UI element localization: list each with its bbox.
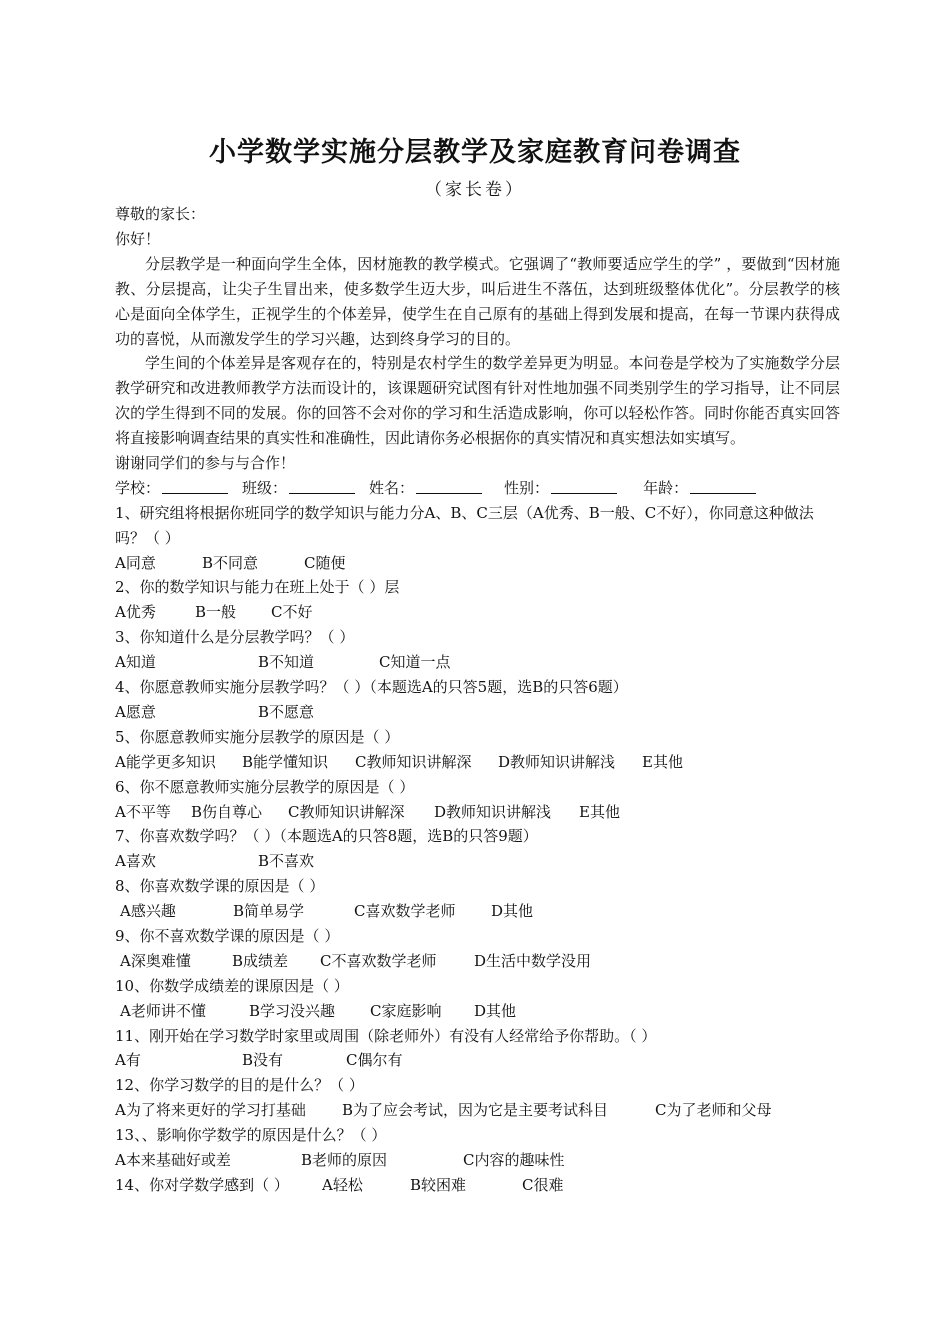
- question-13: 13、、影响你学数学的原因是什么？（ ）: [115, 1126, 387, 1145]
- option[interactable]: B不同意: [202, 553, 259, 572]
- question-14-text: 14、你对学数学感到（ ）: [115, 1175, 289, 1194]
- option[interactable]: B不愿意: [258, 702, 315, 721]
- question-6-options: [115, 800, 840, 825]
- question-7: 7、你喜欢数学吗？（ ）（本题选A的只答8题，选B的只答9题）: [115, 827, 538, 846]
- option[interactable]: B没有: [242, 1051, 284, 1070]
- question-10-options: [115, 999, 840, 1024]
- greeting: 尊敬的家长：: [115, 205, 206, 223]
- name-field[interactable]: 姓名：: [369, 476, 482, 501]
- option[interactable]: D教师知识讲解浅: [498, 752, 616, 771]
- option[interactable]: B老师的原因: [301, 1150, 388, 1169]
- gender-field[interactable]: 性别：: [504, 476, 617, 501]
- intro-paragraph-1: 分层教学是一种面向学生全体，因材施教的教学模式。它强调了“教师要适应学生的学” ，要做到“因材施教、分层提高，让尖子生冒出来，使多数学生迈大步，叫后进生不落伍，达到班级整体优化”。分层教学的核心是面向全体学生，正视学生的个体差异，使学生在自己原有的基础上得到发展和提高，在每一节课内获得成功的喜悦，从而激发学生的学习兴趣，达到终身学习的目的。: [115, 254, 840, 348]
- option[interactable]: B一般: [195, 603, 237, 622]
- option[interactable]: B伤自尊心: [191, 802, 263, 821]
- question-11-options: [115, 1048, 840, 1073]
- option[interactable]: A深奥难懂: [120, 951, 191, 970]
- option[interactable]: C偶尔有: [346, 1051, 403, 1070]
- option[interactable]: A老师讲不懂: [120, 1001, 206, 1020]
- option[interactable]: B学习没兴趣: [249, 1001, 336, 1020]
- intro-paragraph-2: 学生间的个体差异是客观存在的，特别是农村学生的数学差异更为明显。本问卷是学校为了实施数学分层教学研究和改进教师教学方法而设计的，该课题研究试图有针对性地加强不同类别学生的学习指导，让不同层次的学生得到不同的发展。你的回答不会对你的学习和生活造成影响，你可以轻松作答。同时你能否真实回答将直接影响调查结果的真实性和准确性，因此请你务必根据你的真实情况和真实想法如实填写。: [115, 354, 840, 448]
- option[interactable]: C教师知识讲解深: [355, 752, 472, 771]
- option[interactable]: C家庭影响: [370, 1001, 442, 1020]
- hello: 你好！: [115, 229, 161, 248]
- option[interactable]: C教师知识讲解深: [288, 802, 405, 821]
- question-4: 4、你愿意教师实施分层教学吗？（ ）（本题选A的只答5题，选B的只答6题）: [115, 678, 628, 697]
- option[interactable]: C知道一点: [379, 653, 451, 672]
- option[interactable]: E其他: [579, 802, 620, 821]
- option[interactable]: B为了应会考试，因为它是主要考试科目: [342, 1101, 609, 1120]
- question-1-cont: 吗？（ ）: [115, 528, 180, 547]
- option[interactable]: C为了老师和父母: [655, 1101, 772, 1120]
- option[interactable]: D教师知识讲解浅: [434, 802, 552, 821]
- option[interactable]: E其他: [642, 752, 683, 771]
- option[interactable]: D生活中数学没用: [474, 951, 592, 970]
- option[interactable]: D其他: [491, 902, 534, 921]
- question-13-options: [115, 1148, 840, 1173]
- question-8: 8、你喜欢数学课的原因是（ ）: [115, 877, 325, 896]
- option[interactable]: A知道: [115, 653, 156, 672]
- page-subtitle: （家长卷）: [425, 180, 525, 200]
- class-field[interactable]: 班级：: [242, 476, 355, 501]
- question-1: 1、研究组将根据你班同学的数学知识与能力分A、B、C三层（A优秀、B一般、C不好），你同意这种做法: [115, 503, 814, 522]
- question-14: [115, 1173, 840, 1198]
- thanks-line: 谢谢同学们的参与与合作！: [115, 454, 296, 473]
- option[interactable]: A不平等: [115, 802, 171, 821]
- option[interactable]: B简单易学: [233, 902, 305, 921]
- option[interactable]: B成绩差: [232, 951, 289, 970]
- option[interactable]: D其他: [474, 1001, 517, 1020]
- option[interactable]: B不知道: [258, 653, 315, 672]
- option[interactable]: C喜欢数学老师: [354, 902, 456, 921]
- option[interactable]: C不喜欢数学老师: [320, 951, 437, 970]
- question-9: 9、你不喜欢数学课的原因是（ ）: [115, 926, 340, 945]
- question-5-options: [115, 750, 840, 775]
- question-8-options: [115, 899, 840, 924]
- document-body: [115, 202, 840, 1198]
- option[interactable]: B能学懂知识: [242, 752, 329, 771]
- question-4-options: [115, 700, 840, 725]
- option[interactable]: A愿意: [115, 702, 156, 721]
- question-11: 11、刚开始在学习数学时家里或周围（除老师外）有没有人经常给予你帮助。（ ）: [115, 1026, 657, 1045]
- question-12: 12、你学习数学的目的是什么？（ ）: [115, 1076, 364, 1095]
- question-10: 10、你数学成绩差的课原因是（ ）: [115, 976, 349, 995]
- option[interactable]: A感兴趣: [120, 902, 176, 921]
- info-fields: [115, 476, 840, 501]
- option[interactable]: A喜欢: [115, 852, 156, 871]
- age-field[interactable]: 年龄：: [643, 476, 756, 501]
- option[interactable]: A本来基础好或差: [115, 1150, 231, 1169]
- option[interactable]: B不喜欢: [258, 852, 315, 871]
- question-3-options: [115, 650, 840, 675]
- option[interactable]: A优秀: [115, 603, 156, 622]
- question-1-options: [115, 551, 840, 576]
- option[interactable]: A为了将来更好的学习打基础: [115, 1101, 306, 1120]
- question-9-options: [115, 949, 840, 974]
- question-6: 6、你不愿意教师实施分层教学的原因是（ ）: [115, 777, 415, 796]
- question-2: 2、你的数学知识与能力在班上处于（ ）层: [115, 578, 400, 597]
- option[interactable]: A同意: [115, 553, 156, 572]
- question-3: 3、你知道什么是分层教学吗？（ ）: [115, 628, 355, 647]
- question-7-options: [115, 849, 840, 874]
- option[interactable]: C不好: [271, 603, 313, 622]
- option[interactable]: C很难: [522, 1175, 564, 1194]
- option[interactable]: B较困难: [410, 1175, 467, 1194]
- question-5: 5、你愿意教师实施分层教学的原因是（ ）: [115, 727, 400, 746]
- option[interactable]: C内容的趣味性: [463, 1150, 565, 1169]
- option[interactable]: A能学更多知识: [115, 752, 216, 771]
- question-2-options: [115, 600, 840, 625]
- option[interactable]: C随便: [304, 553, 346, 572]
- school-field[interactable]: 学校：: [115, 476, 228, 501]
- option[interactable]: A轻松: [322, 1175, 363, 1194]
- page-title: 小学数学实施分层教学及家庭教育问卷调查: [209, 137, 741, 168]
- question-12-options: [115, 1098, 840, 1123]
- option[interactable]: A有: [115, 1051, 141, 1070]
